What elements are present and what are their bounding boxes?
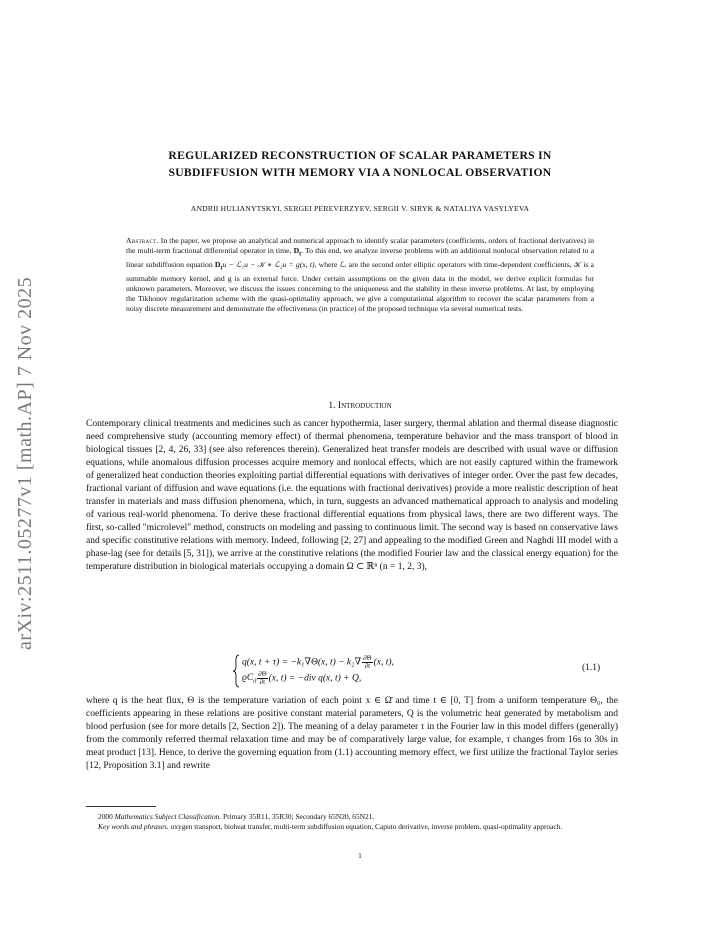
equation-line-2-fraction-den: ∂t (259, 677, 266, 686)
arxiv-identifier-stamp (4, 252, 40, 652)
footnote-msc-label: Mathematics Subject Classification. (114, 812, 222, 821)
equation-line-2-tail: (x, t) = −div q(x, t) + Q, (268, 673, 362, 684)
section-number: 1. (328, 400, 336, 411)
equation-line-2 (242, 671, 394, 691)
footnote-msc (86, 812, 618, 822)
equation-line-1-fraction (362, 655, 373, 670)
equation-line-1-lhs: q(x, t + τ) = −k₁∇Θ(x, t) − k₂∇ (242, 657, 362, 668)
equation-number: (1.1) (582, 663, 601, 673)
abstract-equation: u − ℒ₁u − 𝒦 ∗ ℒ₂u = g(x, t) (222, 259, 315, 269)
footnotes (86, 812, 618, 832)
equation-brace (232, 654, 240, 688)
abstract-label: Abstract. (126, 236, 159, 245)
footnote-rule (86, 806, 156, 807)
abstract-text-3: , where ℒᵢ are the second order elliptic operators with time-dependent coefficients, 𝒦 is a summable memory kernel, and g is an external force. Under certain assumptions on the given data in the model, we derive explicit formulas for unknown parameters. Moreover, we discuss the issues concerning to the uniqueness and the stability in these inverse problems. At last, by employing the Tikhonov regularization scheme with the quasi-optimality approach, we give a computational algorithm to recover the scalar parameters from a noisy discrete measurement and demonstrate the effectiveness (in practice) of the proposed technique via several numerical tests. (126, 259, 594, 314)
abstract-operator-dt: D (293, 246, 300, 256)
footnote-keywords (86, 822, 618, 832)
section-heading-introduction (90, 400, 630, 411)
paper-title-line-2: SUBDIFFUSION WITH MEMORY VIA A NONLOCAL OBSERVATION (168, 166, 552, 179)
footnote-msc-text: Primary 35R11, 35R30; Secondary 65N20, 65N21. (223, 812, 375, 821)
abstract-text-2: . To this end, we analyze inverse problems with an additional nonlocal observation related to a linear subdiffusion equation (126, 246, 594, 269)
equation-line-2-lhs: ϱC (242, 673, 254, 684)
abstract: Abstract. In the paper, we propose an analytical and numerical approach to identify scalar parameters (coefficients, orders of fractional derivatives) in the multi-term fractional differential operator in time, $D_t$. To this end, we analyze inverse problems with an additional nonlocal observation related to a linear subdiffusion equation $D_tu$ − ℒ₁u − 𝒦 ∗ ℒ₂u = g(x, t), where ℒᵢ are the second order elliptic operators with time-dependent coefficients, 𝒦 is a summable memory kernel, and g is an external force. Under certain assumptions on the given data in the model, we derive explicit formulas for unknown parameters. Moreover, we discuss the issues concerning to the uniqueness and the stability in these inverse problems. At last, by employing the Tikhonov regularization scheme with the quasi-optimality approach, we give a computational algorithm to recover the scalar parameters from a noisy discrete measurement and demonstrate the effectiveness (in practice) of the proposed technique via several numerical tests. (126, 236, 594, 314)
footnote-keywords-text: oxygen transport, bioheat transfer, multi-term subdiffusion equation, Caputo derivative, inverse problem, quasi-optimality approach. (170, 822, 563, 831)
paper-title (90, 147, 630, 181)
section-title: Introduction (337, 400, 392, 411)
intro-paragraph: Contemporary clinical treatments and medicines such as cancer hypothermia, laser surgery, thermal ablation and thermal disease diagnostic need comprehensive study (accounting memory effect) of thermal phenomena, temperature behavior and the mass transport of blood in biological tissues [2, 4, 26, 33] (see also references therein). Generalized heat transfer models are described with usual wave or diffusion equations, while anomalous diffusion processes acquire memory and nonlocal effects, which are not easily captured within the framework of generalized heat conduction theories exploiting partial differential equations with derivatives of integer order. Over the past few decades, fractional variant of diffusion and wave equations (i.e. the equations with fractional derivatives) provide a more realistic description of heat transfer in materials and mass diffusion phenomena, which, in turn, suggests an advanced mathematical approach to analysis and modeling of various real-world phenomena. To derive these fractional differential equations from physical laws, there are two different ways. The first, so-called "microlevel" method, constructs on modeling and passing to continuous limit. The second way is based on conservative laws and specific constitutive relations with memory. Indeed, following [2, 27] and appealing to the modified Green and Naghdi III model with a phase-lag (see for details [5, 31]), we arrive at the constitutive relations (the modified Fourier law and the classical energy equation) for the temperature distribution in biological materials occupying a domain Ω ⊂ ℝⁿ (n = 1, 2, 3), (86, 419, 618, 572)
equation-line-1-fraction-den: ∂t (364, 662, 371, 670)
paper-title-line-1: REGULARIZED RECONSTRUCTION OF SCALAR PARAMETERS IN (168, 149, 552, 162)
author-list: ANDRII HULIANYTSKYI, SERGEI PEREVERZYEV, SERGII V. SIRYK & NATALIYA VASYLYEVA (190, 204, 530, 213)
abstract-equation-operator: D (214, 259, 221, 269)
equation-1-1 (232, 654, 562, 688)
equation-line-2-fraction-num: ∂Θ (258, 669, 267, 678)
equation-line-1-tail: (x, t), (373, 657, 394, 668)
footnote-msc-year: 2000 (98, 812, 113, 821)
after-equation-paragraph: where q is the heat flux, Θ is the temperature variation of each point x ∈ Ω̄ and time t ∈ [0, T] from a uniform temperature Θ₀, the coefficients appearing in these relations are positive constant material parameters, Q is the volumetric heat generated by metabolism and blood perfusion (see for more details [2, Section 2]). The meaning of a delay parameter τ in the Fourier law in this model differs (generally) from the commonly referred thermal relaxation time and may be of comparatively large value, for example, τ changes from 16s to 30s in meat product [13]. Hence, to derive the governing equation from (1.1) accounting memory effect, we first utilize the fractional Taylor series [12, Proposition 3.1] and rewrite (86, 696, 618, 771)
arxiv-stamp-text: arXiv:2511.05277v1 [math.AP] 7 Nov 2025 (14, 276, 36, 650)
equation-lines (242, 655, 394, 690)
equation-line-2-subscript: ϑ (253, 679, 257, 686)
equation-line-1-fraction-num: ∂Θ (363, 654, 372, 662)
page-number: 1 (358, 851, 362, 860)
abstract-text-1: In the paper, we propose an analytical and numerical approach to identify scalar parameters (coefficients, orders of fractional derivatives) in the multi-term fractional differential operator in time, (126, 236, 594, 256)
equation-line-1 (242, 655, 394, 671)
footnote-keywords-label: Key words and phrases. (98, 822, 169, 831)
equation-line-2-fraction (257, 671, 268, 686)
